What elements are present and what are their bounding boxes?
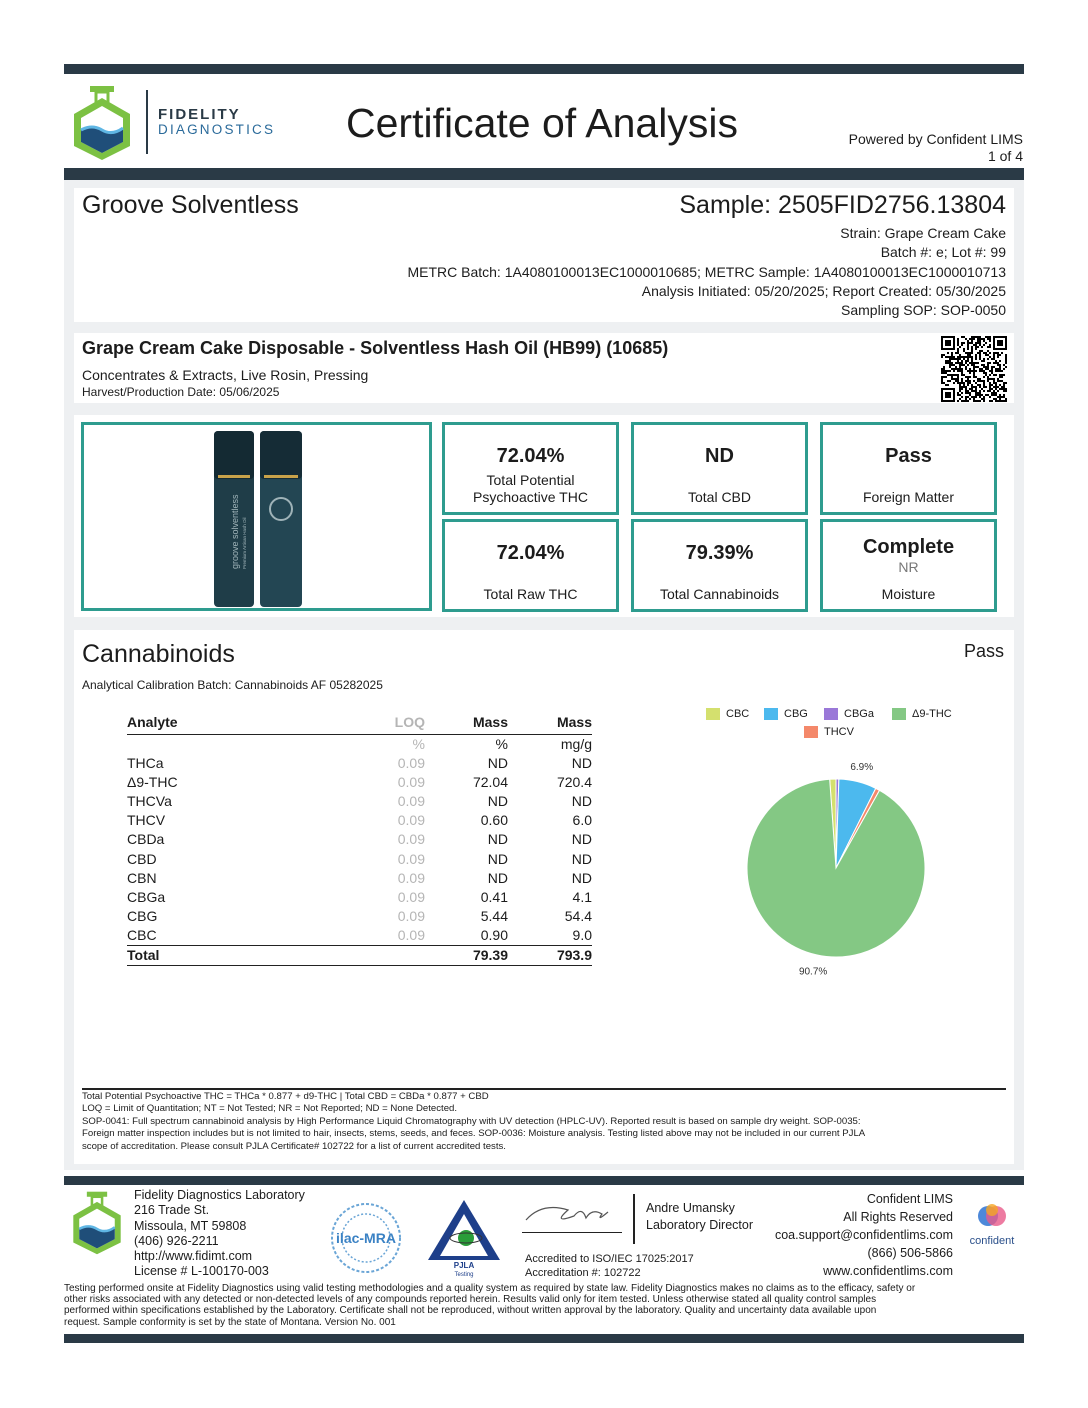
footnote-4: Foreign matter inspection includes but is not limited to hair, insects, stems, seeds, and feces. SOP-0036: Moisture analysis. Testing listed above may not be included in our current PJLA [82, 1128, 866, 1140]
total-cbd-box [631, 422, 808, 515]
loq-cell: 0.09 [397, 850, 425, 867]
mass-mg-cell: 9.0 [572, 927, 592, 944]
moisture-box [820, 519, 997, 612]
loq-cell: 0.09 [397, 792, 425, 809]
mass-mg-cell: ND [571, 850, 592, 867]
analysis-dates: Analysis Initiated: 05/20/2025; Report Created: 05/30/2025 [641, 282, 1006, 299]
loq-cell: 0.09 [397, 927, 425, 944]
mass-pct-cell: ND [487, 792, 508, 809]
analyte-cell: CBD [127, 850, 157, 867]
cannabinoid-pie-chart [700, 750, 990, 980]
bottom-bar [64, 1334, 1024, 1343]
footer-logo [68, 1190, 126, 1256]
calibration-batch: Analytical Calibration Batch: Cannabinoids AF 05282025 [82, 678, 383, 692]
confident-website[interactable]: www.confidentlims.com [823, 1264, 953, 1278]
unit-mass-pct: % [495, 735, 508, 752]
logo-line1: FIDELITY [158, 106, 241, 123]
lab-address [134, 1188, 305, 1280]
confident-email[interactable]: coa.support@confidentlims.com [774, 1228, 953, 1242]
mass-pct-cell: 72.04 [472, 773, 508, 790]
total-loq [297, 946, 425, 966]
lab-name: Fidelity Diagnostics Laboratory [134, 1188, 305, 1202]
disclaimer-4: request. Sample conformity is set by the state of Montana. Version No. 001 [64, 1316, 396, 1328]
legend-label: CBGa [844, 708, 874, 720]
signature-line [522, 1232, 622, 1233]
pie-data-label: 6.9% [850, 762, 874, 774]
confident-rights: All Rights Reserved [843, 1210, 953, 1224]
confident-logo-icon [976, 1202, 1008, 1232]
analyte-cell: CBGa [127, 888, 166, 905]
product-image [212, 429, 312, 611]
harvest-date: Harvest/Production Date: 05/06/2025 [82, 385, 280, 399]
analyte-cell: CBG [127, 908, 158, 925]
flask-logo-icon [68, 1190, 126, 1256]
analyte-cell: THCV [127, 812, 166, 829]
ilac-label: ilac-MRA [336, 1230, 396, 1246]
legend-swatch [824, 708, 838, 720]
cannabinoids-table [127, 712, 592, 966]
disclaimer [64, 1283, 1024, 1328]
metrc: METRC Batch: 1A4080100013EC1000010685; METRC Sample: 1A4080100013EC1000010713 [407, 263, 1006, 280]
total-thc-label-2: Psychoactive THC [473, 489, 588, 505]
total-mass-mg: 793.9 [508, 946, 592, 966]
legend-swatch [706, 708, 720, 720]
signer [646, 1200, 753, 1234]
foreign-matter-label: Foreign Matter [862, 489, 955, 505]
loq-cell: 0.09 [397, 773, 425, 790]
analyte-cell: CBN [127, 869, 157, 886]
footnote-rule [82, 1088, 1006, 1090]
analyte-cell: Δ9-THC [127, 773, 178, 790]
signature [522, 1198, 622, 1232]
product-image-frame [81, 422, 432, 611]
sample-id: Sample: 2505FID2756.13804 [679, 191, 1006, 219]
ilac-globe-icon [328, 1200, 404, 1276]
unit-mass-mg: mg/g [560, 735, 592, 752]
pjla-sublabel: Testing [454, 1272, 474, 1278]
accreditation [525, 1252, 694, 1280]
moisture-label: Moisture [881, 586, 936, 602]
logo-line2: DIAGNOSTICS [158, 122, 276, 137]
unit-loq: % [412, 735, 425, 752]
legend-swatch [892, 708, 906, 720]
product-name: Grape Cream Cake Disposable - Solventless Hash Oil (HB99) (10685) [82, 338, 669, 358]
total-cbd-label: Total CBD [687, 489, 752, 505]
loq-cell: 0.09 [397, 888, 425, 905]
mass-pct-cell: 0.41 [480, 888, 508, 905]
mass-pct-cell: 0.60 [480, 812, 508, 829]
batch-lot: Batch #: e; Lot #: 99 [880, 244, 1006, 261]
ilac-mra-logo [328, 1200, 404, 1276]
legend-item [804, 726, 854, 738]
unit-analyte [127, 734, 297, 754]
col-analyte: Analyte [127, 712, 297, 734]
page-title: Certificate of Analysis [346, 100, 738, 146]
raw-thc-value: 72.04% [496, 542, 565, 564]
mass-pct-cell: 5.44 [480, 908, 508, 925]
footnotes [82, 1091, 1006, 1153]
analyte-cell: THCa [127, 754, 164, 771]
table-row [127, 907, 592, 926]
client-name: Groove Solventless [82, 191, 299, 219]
pjla-label: PJLA [453, 1261, 475, 1270]
mass-pct-cell: ND [487, 831, 508, 848]
total-thc-label [445, 472, 616, 506]
disclaimer-2: other risks associated with any detected or non-detected levels of any compounds reported herein. Results valid only for item tested. Unless otherwise stated all quality control samples [64, 1294, 877, 1306]
col-loq: LOQ [297, 712, 425, 734]
total-mass-pct: 79.39 [425, 946, 508, 966]
mass-pct-cell: ND [487, 869, 508, 886]
pjla-logo [426, 1198, 502, 1278]
foreign-matter-box [820, 422, 997, 515]
legend-swatch [764, 708, 778, 720]
raw-thc-box [442, 519, 619, 612]
analyte-cell: CBC [127, 927, 157, 944]
confident-phone: (866) 506-5866 [867, 1246, 953, 1260]
legend-item [892, 708, 952, 720]
accreditation-number: Accreditation #: 102722 [525, 1267, 641, 1279]
footnote-1: Total Potential Psychoactive THC = THCa * 0.877 + d9-THC | Total CBD = CBDa * 0.877 + CBD [82, 1091, 489, 1102]
flask-logo-icon [70, 84, 134, 162]
table-row [127, 888, 592, 907]
loq-cell: 0.09 [397, 831, 425, 848]
cannabinoids-status: Pass [963, 641, 1004, 661]
mass-mg-cell: ND [571, 831, 592, 848]
mass-mg-cell: ND [571, 869, 592, 886]
total-cbd-value: ND [705, 445, 734, 467]
mass-mg-cell: 4.1 [572, 888, 592, 905]
mass-mg-cell: ND [571, 754, 592, 771]
table-row [127, 869, 592, 888]
total-cannabinoids-value: 79.39% [685, 542, 754, 564]
total-cannabinoids-box [631, 519, 808, 612]
analyte-cell: THCVa [127, 792, 172, 809]
cannabinoids-title: Cannabinoids [82, 640, 235, 668]
lab-phone: (406) 926-2211 [134, 1233, 219, 1248]
confident-logo [962, 1202, 1022, 1252]
logo-divider [146, 90, 148, 154]
chart-legend [700, 704, 990, 750]
header-bar [64, 168, 1024, 180]
product-category: Concentrates & Extracts, Live Rosin, Pressing [82, 367, 369, 383]
signature-divider [633, 1194, 635, 1244]
footnote-5: scope of accreditation. Please consult PJLA Certificate# 102722 for a list of current accredited tests. [82, 1140, 506, 1152]
table-row [127, 754, 592, 773]
product-image-sublabel: Premium Artisan Hash Oil [242, 517, 247, 569]
mass-mg-cell: 54.4 [564, 908, 592, 925]
sample-details [407, 224, 1006, 320]
pjla-triangle-icon [426, 1198, 502, 1278]
loq-cell: 0.09 [397, 908, 425, 925]
moisture-nr: NR [898, 559, 919, 575]
total-label: Total [127, 946, 297, 966]
top-bar [64, 64, 1024, 74]
total-thc-label-1: Total Potential [486, 472, 575, 488]
loq-cell: 0.09 [397, 754, 425, 771]
page-number: 1 of 4 [987, 148, 1023, 164]
signer-name: Andre Umansky [646, 1201, 735, 1215]
strain: Strain: Grape Cream Cake [840, 225, 1006, 241]
mass-pct-cell: ND [487, 850, 508, 867]
loq-cell: 0.09 [397, 812, 425, 829]
lab-logo [70, 84, 134, 162]
mass-mg-cell: 6.0 [572, 812, 592, 829]
total-cannabinoids-label: Total Cannabinoids [659, 586, 780, 602]
table-row [127, 926, 592, 946]
lab-website[interactable]: http://www.fidimt.com [134, 1249, 253, 1264]
mass-pct-cell: 0.90 [480, 927, 508, 944]
table-row [127, 811, 592, 830]
total-row [127, 946, 592, 966]
qr-code-icon[interactable] [941, 336, 1007, 402]
mass-mg-cell: 720.4 [556, 773, 592, 790]
mass-mg-cell: ND [571, 792, 592, 809]
table-row [127, 849, 592, 868]
sampling-sop: Sampling SOP: SOP-0050 [841, 302, 1006, 319]
units-row [127, 734, 592, 754]
powered-by: Powered by Confident LIMS [848, 131, 1023, 147]
legend-label: CBC [726, 708, 750, 720]
footnote-3: SOP-0041: Full spectrum cannabinoid analysis by High Performance Liquid Chromatography with UV detection (HPLC-UV). Reported result is based on sample dry weight. SOP-0035: [82, 1115, 861, 1127]
analyte-cell: CBDa [127, 831, 165, 848]
total-thc-box [442, 422, 619, 515]
disclaimer-3: performed within specifications established by the Laboratory. Certificate shall not be reproduced, without written approval by the laboratory. Quality and uncertainty data available upon [64, 1305, 877, 1317]
table-header-row [127, 712, 592, 734]
table-row [127, 830, 592, 849]
accreditation-standard: Accredited to ISO/IEC 17025:2017 [525, 1253, 694, 1265]
lab-license: License # L-100170-003 [134, 1264, 269, 1279]
signer-title: Laboratory Director [646, 1218, 753, 1232]
signature-icon [522, 1198, 622, 1232]
total-thc-value: 72.04% [496, 445, 565, 467]
raw-thc-label: Total Raw THC [483, 586, 578, 602]
lab-street: 216 Trade St. [134, 1203, 210, 1218]
legend-item [764, 708, 808, 720]
confident-name: Confident LIMS [866, 1192, 953, 1206]
col-mass-mg: Mass [508, 712, 592, 734]
lab-city: Missoula, MT 59808 [134, 1218, 247, 1233]
mass-pct-cell: ND [487, 754, 508, 771]
legend-label: THCV [824, 726, 854, 738]
disclaimer-1: Testing performed onsite at Fidelity Diagnostics using valid testing methodologies and a quality system as required by state law. Fidelity Diagnostics makes no claims as to the efficacy, safety or [64, 1283, 916, 1294]
product-image-label: groove solventless [230, 494, 240, 569]
confident-contact [775, 1190, 953, 1280]
moisture-value: Complete [862, 536, 955, 558]
col-mass-pct: Mass [425, 712, 508, 734]
loq-cell: 0.09 [397, 869, 425, 886]
footnote-2: LOQ = Limit of Quantitation; NT = Not Tested; NR = Not Reported; ND = None Detected. [82, 1103, 458, 1115]
foreign-matter-value: Pass [885, 445, 932, 467]
table-row [127, 792, 592, 811]
legend-label: CBG [784, 708, 808, 720]
legend-swatch [804, 726, 818, 738]
confident-logo-label: confident [969, 1235, 1015, 1247]
legend-item [706, 708, 749, 720]
footer-bar [64, 1176, 1024, 1185]
legend-item [824, 708, 874, 720]
table-row [127, 773, 592, 792]
legend-label: Δ9-THC [912, 708, 952, 720]
pie-data-label: 90.7% [798, 966, 828, 978]
